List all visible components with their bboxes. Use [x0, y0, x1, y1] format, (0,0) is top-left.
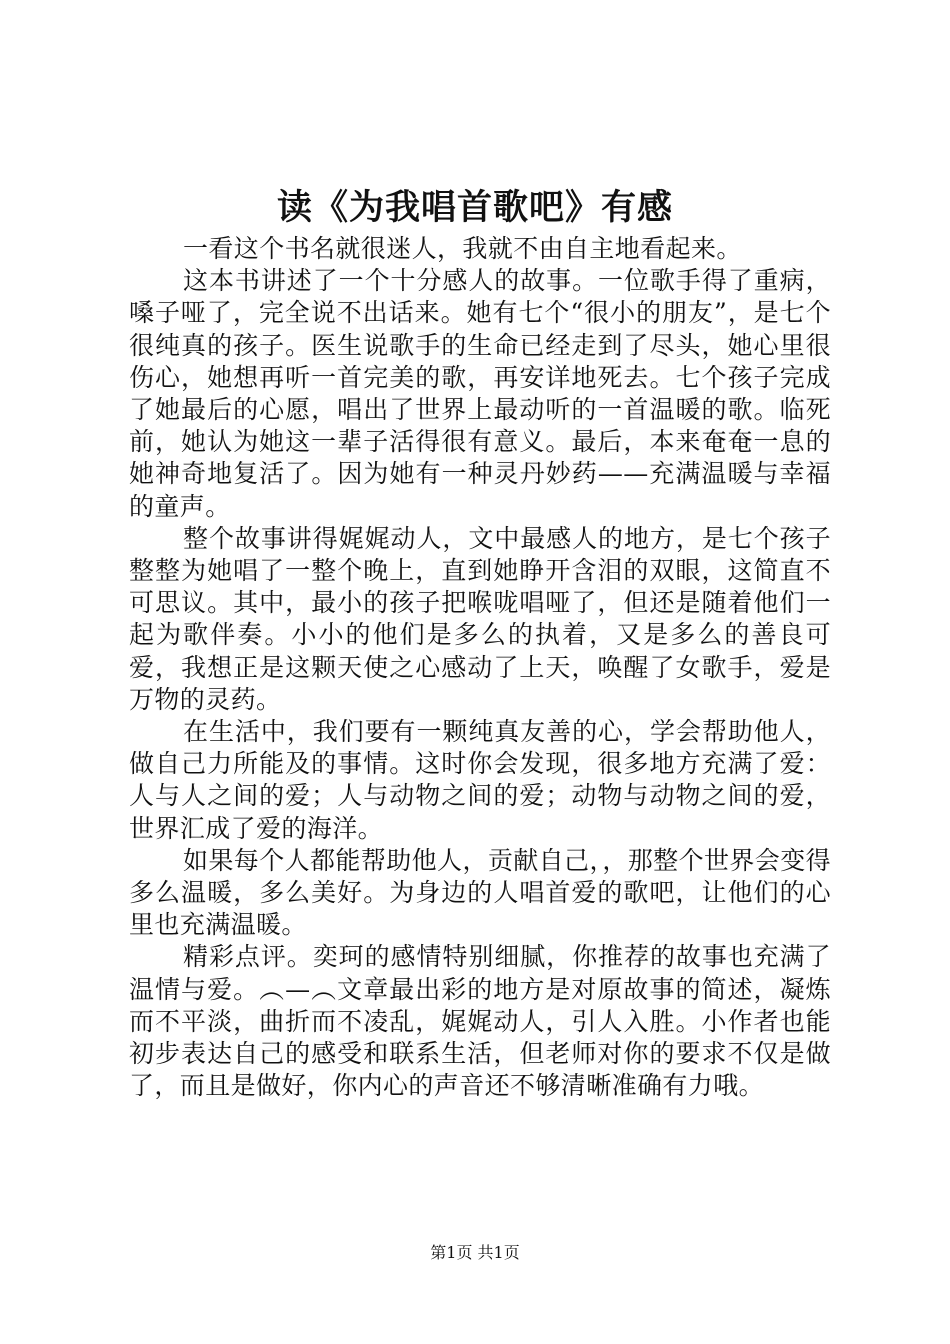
paragraph-6: 精彩点评。奕珂的感情特别细腻，你推荐的故事也充满了温情与爱。︵—︵文章最出彩的地方是对原故事的简述，凝炼而不平淡，曲折而不凌乱，娓娓动人，引人入胜。小作者也能初步表达自己的感受和联系生活，但老师对你的要求不仅是做了，而且是做好，你内心的声音还不够清晰准确有力哦。	[129, 942, 831, 1101]
paragraph-2: 这本书讲述了一个十分感人的故事。一位歌手得了重病，嗓子哑了，完全说不出话来。她有七个“很小的朋友”，是七个很纯真的孩子。医生说歌手的生命已经走到了尽头，她心里很伤心，她想再听一首完美的歌，再安详地死去。七个孩子完成了她最后的心愿，唱出了世界上最动听的一首温暖的歌。临死前，她认为她这一辈子活得很有意义。最后，本来奄奄一息的她神奇地复活了。因为她有一种灵丹妙药——充满温暖与幸福的童声。	[129, 266, 831, 521]
paragraph-3: 整个故事讲得娓娓动人，文中最感人的地方，是七个孩子整整为她唱了一整个晚上，直到她睁开含泪的双眼，这简直不可思议。其中，最小的孩子把喉咙唱哑了，但还是随着他们一起为歌伴奏。小小的他们是多么的执着，又是多么的善良可爱，我想正是这颗天使之心感动了上天，唤醒了女歌手，爱是万物的灵药。	[129, 523, 831, 714]
document-body	[129, 233, 831, 1102]
paragraph-5: 如果每个人都能帮助他人，贡献自己，，那整个世界会变得多么温暖，多么美好。为身边的人唱首爱的歌吧，让他们的心里也充满温暖。	[129, 845, 831, 940]
page-footer: 第1页 共1页	[430, 1243, 520, 1262]
paragraph-1: 一看这个书名就很迷人，我就不由自主地看起来。	[183, 234, 742, 263]
paragraph-4: 在生活中，我们要有一颗纯真友善的心，学会帮助他人，做自己力所能及的事情。这时你会发现，很多地方充满了爱：人与人之间的爱；人与动物之间的爱；动物与动物之间的爱，世界汇成了爱的海洋。	[129, 717, 831, 843]
document-title: 读《为我唱首歌吧》有感	[276, 187, 673, 228]
